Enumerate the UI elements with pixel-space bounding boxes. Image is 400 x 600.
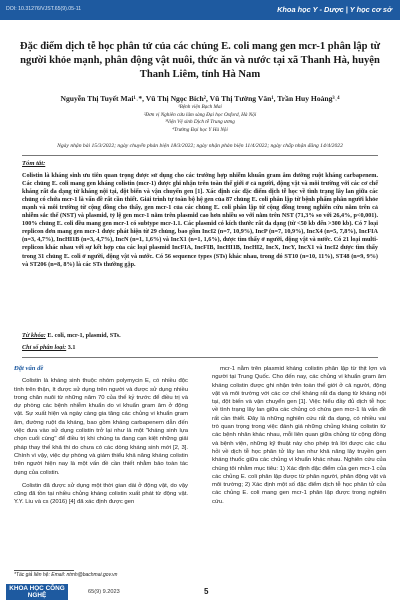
paragraph: Colistin là kháng sinh thuộc nhóm polymycin E, có nhiều độc tính trên thận, ít được sử dụng trên người và được sử dụng nhiều trong chăn nuôi từ những năm 70 của thế kỷ trước để điều trị và dự phòng các bệnh nhiễm khuẩn do vi khuẩn gram âm ở động vật. Sự xuất hiện và ngày càng gia tăng các chủng vi khuẩn gram âm, đường ruột đa kháng, bao gồm kháng carbapenem dẫn đến việc đưa vào sử dụng colistin trở lại như là một "kháng sinh lựa chọn cuối cùng" để điều trị khi chúng ta đang cạn kiệt những giải pháp thay thế khả thi do chưa có các dòng kháng sinh mới [2, 3]. Chính vì vậy, việc dự phòng và giám thiểu khả năng kháng colistin trên người hiện nay là một vấn đề cần thiết nhằm bảo toàn tác dụng của colistin. <box>14 378 188 476</box>
divider <box>22 155 378 156</box>
page-number: 5 <box>204 587 209 596</box>
divider <box>22 357 378 358</box>
doi-text: DOI: 10.31276/VJST.65(9).05-11 <box>6 6 82 12</box>
issue-info: 65(9) 9.2023 <box>88 589 120 595</box>
keywords-value: E. coli, mcr-1, plasmid, STs. <box>47 332 121 339</box>
footnote-divider <box>14 570 74 571</box>
page-footer <box>0 584 400 600</box>
paragraph: Colistin đã được sử dụng một thời gian dài ở động vật, do vậy cũng đã tồn tại nhiều chủng kháng colistin xuất phát từ động vật. Y.Y. Liu và cs (2016) [4] đã xác định được gen <box>14 482 188 506</box>
section-heading: Đặt vấn đề <box>14 365 44 372</box>
affiliations <box>14 104 386 134</box>
body-column-right <box>212 365 386 511</box>
keywords-label: Từ khóa: <box>22 332 46 339</box>
body-column-left <box>14 365 188 512</box>
author-list: Nguyễn Thị Tuyết Mai¹˒*, Vũ Thị Ngọc Bích², Vũ Thị Tường Vân¹, Trần Huy Hoàng³˒⁴ <box>60 94 340 103</box>
abstract-text: Colistin là kháng sinh ưu tiên quan trọng được sử dụng cho các trường hợp nhiễm khuẩn gram âm đường ruột kháng carbapenem. Các chủng E. coli mang gen kháng colistin (mcr-1) được ghi nhận trên toàn thế giới ở cả người, động vật và môi trường với các cơ chế kháng rất đa dạng từ kháng nội tại, đột biến và vận chuyển gen [1]. Xác định các đặc điểm dịch tễ học về tình trạng lây lan giữa các chủng có chứa mcr-1 là vấn đề rất cần thiết. Giải trình tự toàn bộ hệ gen của 87 chủng E. coli phân lập từ bệnh phẩm phân người khỏe mạnh và môi trường từ cộng đồng cho thấy, gen mcr-1 của các chủng E. coli phân lập từ cộng đồng trong nghiên cứu nằm trên cả nhiễm sắc thể (NST) và plasmid, tỷ lệ gen mcr-1 nằm trên plasmid cao hơn nhiều so với nằm trên NST (71,3% so với 26,4%, p<0,001). 100% chủng E. coli đều mang gen mcr-1 có subtype mcr-1.1. Các plasmid có kích thước rất đa dạng (từ <50 kb đến >300 kb). Có 7 loại replicon đơn mang gen mcr-1 được phát hiện từ 29 chủng, bao gồm IncI2 (n=7, 10,9%), IncP (n=7, 10,9%), IncX4 (n=5, 7,8%), IncFIA (n=3, 4,7%), IncHI1B (n=3, 4,7%), IncN (n=1, 1,6%) và IncX1 (n=1, 1,6%), được tìm thấy ở người, động vật và nước. Có 21 loại multi-replicon khác nhau với sự kết hợp của các loại plasmid IncFIA, IncFIB, IncHI1B, IncHI2, IncX, IncY, IncX1 và IncI2 được tìm thấy trong 31 chủng E. coli ở người, động vật và nước. Có 56 sequence types (STs) khác nhau, trong đó ST10 (n=10, 11%), ST48 (n=9, 9%) và ST206 (n=8, 8%) là các STs thường gặp. <box>22 172 378 268</box>
paragraph: mcr-1 nằm trên plasmid kháng colistin phân lập từ thịt lợn và người tại Trung Quốc. Cho đến nay, các chủng vi khuẩn gram âm kháng colistin được ghi nhận trên toàn thế giới ở cả người, động vật và môi trường với các cơ chế kháng rất đa dạng từ kháng nội tại, đột biến và vận chuyển gen [1]. Việc hiểu đầy đủ dịch tễ học về tình trạng lây lan giữa các chủng có chứa gen mcr-1 là vấn đề rất cần thiết. Đây là những nghiên cứu rất đa dạng, có nhiều vai trò quan trọng trong việc đánh giá những chủng kháng colistin từ các bệnh nhân khác nhau, mỗi liên quan giữa chủng từ cộng đồng và bệnh viện, những kỹ thuật này cho phép trả lời được các câu hỏi về dịch tễ học phân tử lây lan như khả năng lây truyền gen kháng thuốc giữa các chủng vi khuẩn khác nhau. Nghiên cứu của chúng tôi nhằm mục tiêu: 1) Xác định đặc điểm của gen mcr-1 của các chủng E. coli phân lập được từ phân người, phân động vật và môi trường; 2) Xác định một số đặc điểm dịch tễ học phân tử của các chủng E. coli mang gen mcr-1 phân lập được trong nghiên cứu. <box>212 366 386 505</box>
article-title: Đặc điểm dịch tễ học phân tử của các chủng E. coli mang gen mcr-1 phân lập từ người khỏe mạnh, phân động vật nuôi, thức ăn và nước tại xã Thanh Hà, huyện Thanh Liêm, tỉnh Hà Nam <box>19 41 381 80</box>
affiliation: ³Viện Vệ sinh Dịch tễ Trung ương <box>165 119 235 126</box>
classification <box>22 344 378 351</box>
abstract-block <box>22 160 378 269</box>
affiliation: ¹Bệnh viện Bạch Mai <box>178 104 222 110</box>
abstract-heading: Tóm tắt: <box>22 160 46 167</box>
header-bar <box>0 0 400 20</box>
journal-section: Khoa học Y - Dược | Y học cơ sở <box>277 5 392 14</box>
journal-logo: KHOA HỌC CÔNG NGHỆ <box>6 584 68 600</box>
classification-value: 3.1 <box>67 344 76 351</box>
received-dates: Ngày nhận bài 15/3/2022; ngày chuyển phản biện 18/3/2022; ngày nhận phản biện 11/4/2022; ngày chấp nhận đăng 14/4/2022 <box>57 143 343 149</box>
footnote: *Tác giả liên hệ: Email: ntmh@bachmai.gov.vn <box>14 572 118 578</box>
keywords <box>22 332 378 339</box>
affiliation: ²Đơn vị Nghiên cứu lâm sàng Đại học Oxford, Hà Nội <box>143 111 257 118</box>
classification-label: Chỉ số phân loại: <box>22 344 67 351</box>
affiliation: ⁴Trường Đại học Y Hà Nội <box>172 126 228 133</box>
